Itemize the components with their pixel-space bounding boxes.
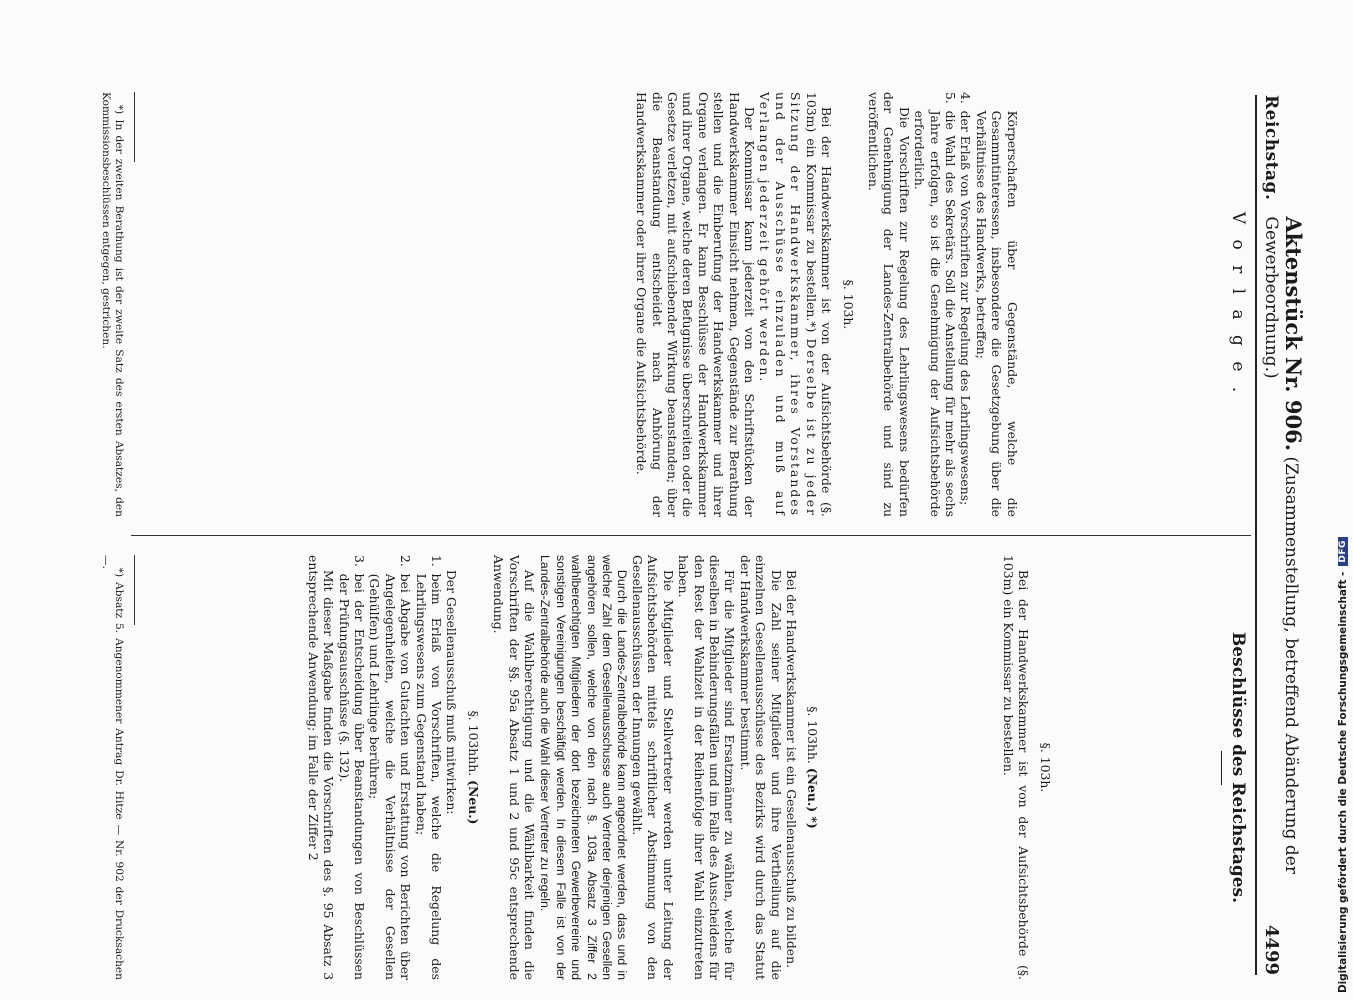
section-103hh-para-2: Die Zahl seiner Mitglieder und ihre Vertheilung auf die einzelnen Gesellenausschüsse des Bezirks wird durch das Statut der Handwerkskammer bestimmt. <box>737 555 784 980</box>
page-header <box>1255 95 1306 975</box>
beschluesse-column <box>305 555 1248 980</box>
section-103hh-number: §. 103hh. <box>805 706 821 764</box>
vorlage-item-5-number: 5. <box>942 92 958 104</box>
vorlage-section-para-1 <box>757 92 834 517</box>
left-footnote-rule <box>134 92 135 162</box>
vorlage-item-5-text: die Wahl des Sekretärs. Soll die Anstellung für mehr als sechs Jahre erfolgen, so ist die Genehmigung der Aufsichtsbehörde erforderlich. <box>912 110 958 517</box>
column-divider <box>131 535 1251 536</box>
section-103hhh-item-3 <box>336 555 367 980</box>
header-aktenstueck: Aktenstück Nr. 906. <box>1281 216 1306 452</box>
item-2-text: bei Abgabe von Gutachten und Erstattung von Berichten über Angelegenheiten, welche die Verhältnisse der Gesellen (Gehülfen) und Lehrlinge berühren; <box>367 573 414 980</box>
page-number: 4499 <box>1261 924 1282 975</box>
vorlage-section-para-2: Der Kommissar kann jederzeit von den Schriftstücken der Handwerkskammer Einsicht nehmen, Gegenstände zur Berathung stellen und die Einberufung der Handwerkskammer und ihrer Organe verlangen. Er kann Beschlüsse der Handwerkskammer und ihrer Organe, welche deren Befugnisse überschreiten oder die Gesetze verletzen, mit aufschiebender Wirkung beanstanden; über die Beanstandung entscheidet nach Anhörung der Handwerkskammer oder ihrer Organe die Aufsichtsbehörde. <box>634 92 758 517</box>
digitization-note <box>1336 8 1350 993</box>
left-footnote-text: *) In der zweiten Berathung ist der zweite Satz des ersten Absatzes, den Kommissionsbeschlüssen entgegen, gestrichen. <box>100 92 125 517</box>
section-103hhh-para: Mit dieser Maßgabe finden die Vorschriften des §. 95 Absatz 3 entsprechende Anwendung; im Falle der Ziffer 2 <box>305 555 337 980</box>
header-subject: (Zusammenstellung, betreffend Abänderung der Gewerbeordnung.) <box>1261 216 1301 874</box>
section-103h-title: §. 103h. <box>1037 742 1053 793</box>
vorlage-intro: Körperschaften über Gegenstände, welche die Gesammtinteressen, insbesondere die Gesetzgebung über die Verhältnisse des Handwerks, betreffen; <box>973 110 1020 517</box>
section-103hhh-number: §. 103hhh. <box>465 710 481 777</box>
vorlage-item-4-number: 4. <box>958 92 974 104</box>
right-footnote <box>99 555 125 980</box>
vorlage-item-4-text: der Erlaß von Vorschriften zur Regelung des Lehrlingswesens; <box>958 110 974 506</box>
dfg-logo: DFG <box>1338 537 1348 566</box>
right-footnote-rule <box>134 555 135 625</box>
vorlage-item-4 <box>958 92 973 517</box>
digitization-strip <box>1336 8 1350 993</box>
section-103hh-para-5: Durch die Landes-Zentralbehörde kann angeordnet werden, dass und in welcher Zahl dem Gesellenausschusse auch Vertreter derjenigen Gesellen angehören sollen, welche von den nach §. 103a Absatz 3 Ziffer 2 wahlberechtigten Mitgliedern der dort bezeichneten Gewerbevereine und sonstigen Vereinigungen beschäftigt werden. In diesem Falle ist von der Landes-Zentralbehörde auch die Wahl dieser Vertreter zu regeln. <box>538 555 630 980</box>
section-103hhh-item-2 <box>367 555 413 980</box>
section-103hhh-title <box>465 555 480 980</box>
beschluesse-heading: Beschlüsse des Reichstages. <box>1228 631 1248 904</box>
section-103hh-para-3: Für die Mitglieder sind Ersatzmänner zu wählen, welche für dieselben in Behinderungsfällen und im Falle des Ausscheidens für den Rest der Wahlzeit in der Reihenfolge ihrer Wahl einzutreten haben. <box>676 555 738 980</box>
item-3-text: bei der Entscheidung über Beanstandungen von Beschlüssen der Prüfungsausschüsse (§. 132). <box>336 573 367 980</box>
section-103hhh-item-1 <box>413 555 444 980</box>
item-1-text: beim Erlaß von Vorschriften, welche die Regelung des Lehrlingswesens zum Gegenstand haben; <box>413 573 445 980</box>
item-1-number: 1. <box>429 555 445 567</box>
header-title <box>1261 200 1306 925</box>
section-103hhh-neu: (Neu.) <box>465 780 481 825</box>
left-footnote <box>99 92 125 517</box>
section-103hh-para-4: Die Mitglieder und Stellvertreter werden unter Leitung der Aufsichtsbehörden mittels schriftlicher Abstimmung von den Gesellenausschüssen der Innungen gewählt. <box>629 555 676 980</box>
header-reichstag: Reichstag. <box>1261 95 1281 201</box>
vorlage-section-title: §. 103h. <box>840 279 856 330</box>
section-103hh-title <box>805 555 820 980</box>
heading-rule <box>1221 751 1222 785</box>
section-103hh-neu: (Neu.) *) <box>805 767 821 829</box>
section-103hh-para-6: Auf die Wahlberechtigung und die Wählbarkeit finden die Vorschriften der §§. 95a Absatz 1 und 2 und 95c entsprechende Anwendung. <box>491 555 538 980</box>
section-103hhh-intro: Der Gesellenausschuß muß mitwirken: <box>444 569 460 815</box>
vorlage-section-para-1b: Derselbe ist zu jeder Sitzung der Handwerkskammer, ihres Vorstandes und der Ausschüsse einzuladen und muß auf Verlangen jederzeit gehört werden. <box>757 92 819 517</box>
right-footnote-text: *) Absatz 5. Angenommener Antrag Dr. Hitze — Nr. 902 der Drucksachen —. <box>100 555 125 980</box>
item-2-number: 2. <box>398 555 414 567</box>
vorlage-section-para-1a: Bei der Handwerkskammer ist von der Aufsichtsbehörde (§. 103m) ein Kommissar zu bestellen.*) <box>803 92 835 517</box>
vorlage-column <box>634 92 1248 517</box>
section-103hh-para-1: Bei der Handwerkskammer ist ein Gesellenausschuß zu bilden. <box>783 569 799 969</box>
digitization-text: Digitalisierung gefördert durch die Deutsche Forschungsgemeinschaft - <box>1337 571 1349 993</box>
item-3-number: 3. <box>352 555 367 567</box>
section-103h-text: Bei der Handwerkskammer ist von der Aufsichtsbehörde (§. 103m) ein Kommissar zu bestellen. <box>1000 555 1032 980</box>
vorlage-heading: V o r l a g e . <box>1228 211 1248 398</box>
vorlage-item-5 <box>912 92 958 517</box>
vorlage-paragraph: Die Vorschriften zur Regelung des Lehrlingswesens bedürfen der Genehmigung der Landes-Zentralbehörde und sind zu veröffentlichen. <box>865 92 912 517</box>
